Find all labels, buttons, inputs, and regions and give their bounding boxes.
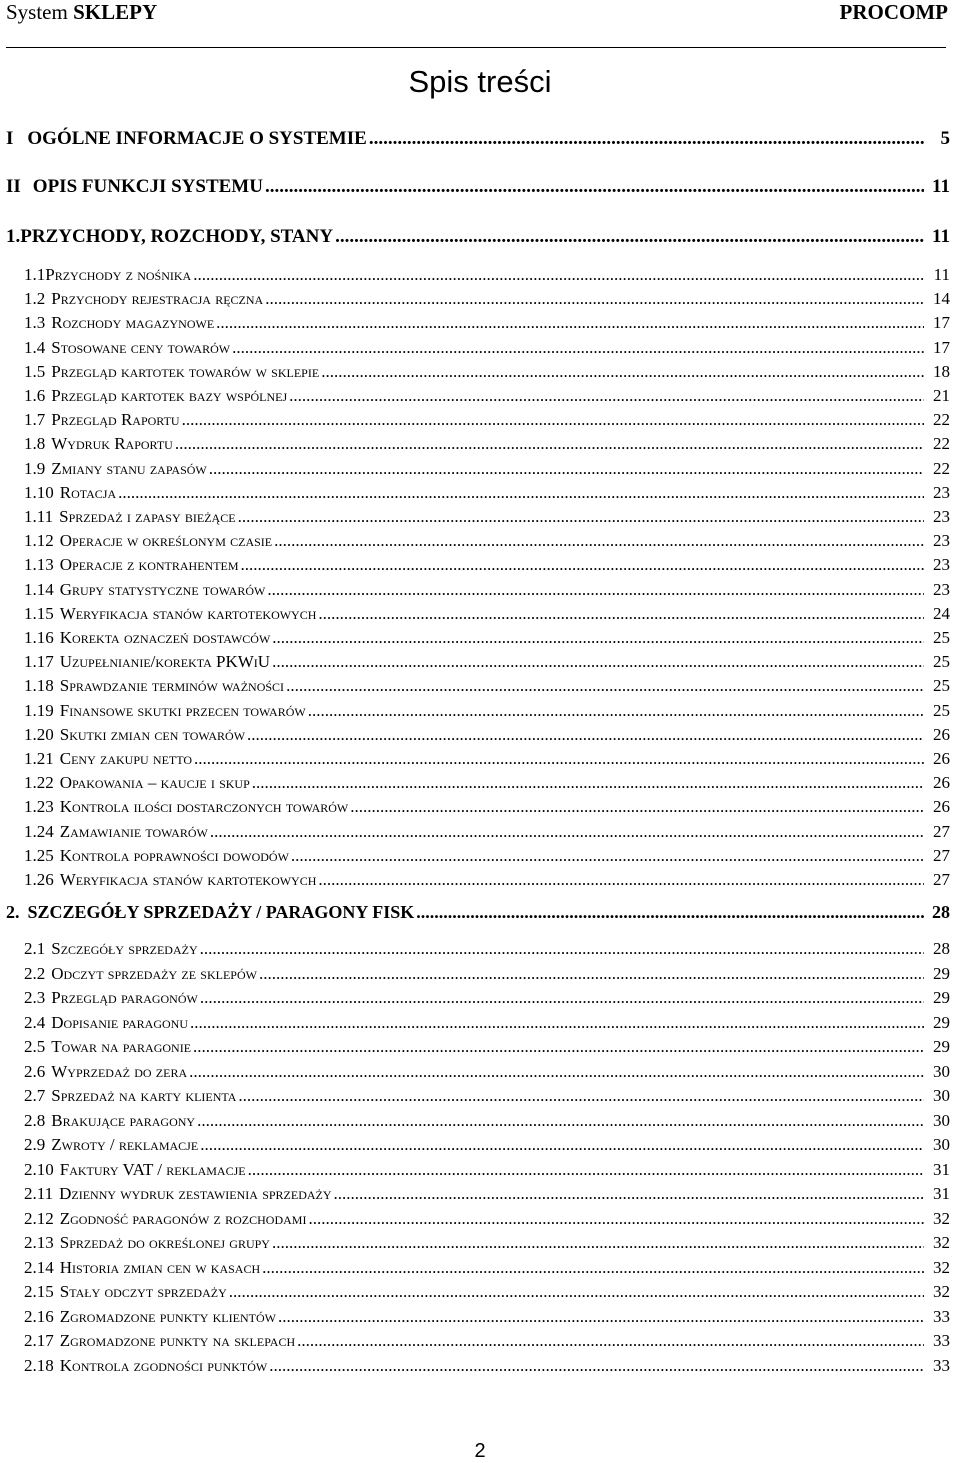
toc-entry-number: 2. [6,902,20,922]
toc-entry[interactable] [0,988,960,1010]
toc-entry-number: 2.3 [24,988,46,1007]
toc-entry[interactable] [0,1135,960,1157]
dot-leader [193,1037,924,1057]
toc-entry[interactable] [0,555,960,577]
toc-entry[interactable] [0,507,960,529]
toc-entry-label: Rotacja [59,482,117,502]
toc-entry-page: 29 [933,988,950,1007]
toc-entry[interactable] [0,1160,960,1182]
toc-entry[interactable] [0,483,960,505]
toc-entry-page: 23 [933,531,950,551]
dot-leader [259,964,924,984]
toc-entry[interactable] [0,725,960,747]
toc-entry-number: 2.4 [24,1012,46,1032]
toc-entry[interactable] [0,939,960,961]
toc-entry-page: 11 [932,176,950,197]
dot-leader [272,652,924,672]
toc-entry-page: 30 [933,1110,950,1130]
toc-entry-page: 17 [933,313,950,333]
toc-entry-page: 22 [933,434,950,454]
toc-entry-number: 2.17 [24,1331,54,1350]
toc-entry-number: 1.4 [24,337,46,357]
dot-leader [262,1258,924,1278]
toc-entry-number: 1.19 [24,700,54,720]
toc-entry-number: 1.15 [24,603,54,623]
toc-entry-label: Rozchody magazynowe [51,313,215,333]
toc-entry-page: 26 [933,749,950,768]
toc-entry-page: 23 [933,482,950,502]
toc-entry-label: Zamawianie towarów [59,821,208,841]
toc-entry-label: Operacje z kontrahentem [59,555,239,575]
toc-entry-number: 1.10 [24,482,54,502]
toc-entry-number: 2.8 [24,1110,46,1130]
toc-entry-label: Przegląd Raportu [51,410,180,430]
toc-entry-number: 1.1 [24,265,46,284]
toc-entry-label: Historia zmian cen w kasach [59,1257,261,1277]
toc-entry-page: 33 [933,1355,950,1375]
toc-entry-number: 1.20 [24,724,54,744]
dot-leader [416,902,924,923]
toc-entry-page: 25 [933,652,950,672]
toc-entry-number: 2.9 [24,1135,46,1154]
toc-entry-number: 1.3 [24,313,46,333]
toc-entry-label: Kontrola zgodności punktów [59,1355,268,1375]
toc-entry-number: 2.18 [24,1355,54,1375]
toc-entry-page: 32 [933,1282,950,1301]
toc-entry-page: 23 [933,507,950,526]
toc-entry[interactable] [0,1307,960,1329]
toc-entry[interactable] [0,1184,960,1206]
dot-leader [265,289,924,309]
toc-entry-page: 27 [933,845,950,865]
toc-entry-page: 26 [933,797,950,817]
toc-entry[interactable] [0,1258,960,1280]
toc-entry-page: 14 [933,289,950,309]
toc-entry[interactable] [0,434,960,456]
toc-entry[interactable] [0,1356,960,1378]
dot-leader [232,338,924,358]
toc-entry[interactable] [0,338,960,360]
dot-leader [334,1184,924,1204]
toc-entry-label: Przegląd paragonów [51,988,198,1007]
dot-leader [200,1135,924,1155]
toc-entry-label: Odczyt sprzedaży ze sklepów [51,963,257,983]
toc-entry-number: 1.24 [24,821,54,841]
toc-entry-number: 1.25 [24,845,54,865]
toc-entry-number: 2.1 [24,939,46,958]
toc-entry[interactable] [0,176,960,198]
toc-entry-number: 1.22 [24,773,54,793]
toc-entry-label: Zgromadzone punkty klientów [59,1306,276,1326]
dot-leader [318,604,924,624]
toc-entry-page: 32 [933,1208,950,1228]
toc-entry-label: Uzupełnianie/korekta PKWiU [59,652,271,672]
toc-entry-number: 1.16 [24,628,54,647]
toc-entry-page: 32 [933,1257,950,1277]
toc-entry-page: 29 [933,963,950,983]
dot-leader [369,128,924,150]
toc-entry[interactable] [0,749,960,771]
dot-leader [247,725,924,745]
toc-entry-page: 31 [933,1184,950,1203]
toc-entry-label: Stosowane ceny towarów [51,337,231,357]
dot-leader [272,628,924,648]
header-divider [6,47,946,48]
toc-entry[interactable] [0,289,960,311]
toc-entry-number: 2.12 [24,1208,54,1228]
dot-leader [265,176,924,198]
toc-entry-label: OPIS FUNKCJI SYSTEMU [32,176,263,197]
toc-entry-page: 29 [933,1037,950,1056]
toc-entry-label: Zmiany stanu zapasów [51,458,207,478]
toc-entry-number: 2.14 [24,1257,54,1277]
toc-entry-label: Weryfikacja stanów kartotekowych [59,603,317,623]
dot-leader [252,773,924,793]
dot-leader [269,1356,924,1376]
toc-entry[interactable] [0,459,960,481]
toc-entry-label: Weryfikacja stanów kartotekowych [59,870,317,889]
toc-entry[interactable] [0,797,960,819]
toc-entry-page: 25 [933,676,950,696]
dot-leader [350,797,924,817]
toc-entry-number: 2.6 [24,1061,46,1081]
header-product-name: SKLEPY [73,0,158,24]
toc-entry-label: Sprzedaż do określonej grupy [59,1233,270,1252]
dot-leader [216,313,924,333]
dot-leader [308,1209,924,1229]
toc-entry-number: 2.11 [24,1184,54,1203]
dot-leader [238,1086,924,1106]
toc-entry-page: 25 [933,628,950,647]
toc-entry-number: 1.17 [24,652,54,672]
toc-entry[interactable] [0,628,960,650]
toc-entry-label: Brakujące paragony [51,1110,196,1130]
toc-entry[interactable] [0,964,960,986]
toc-entry-label: Zgromadzone punkty na sklepach [59,1331,296,1350]
toc-entry-page: 18 [933,361,950,381]
dot-leader [289,386,924,406]
toc-entry-page: 28 [932,902,950,922]
dot-leader [175,434,924,454]
toc-entry[interactable] [0,1111,960,1133]
toc-entry-number: 1.2 [24,289,46,309]
dot-leader [286,676,924,696]
toc-entry[interactable] [0,1233,960,1255]
toc-entry-page: 11 [933,265,950,284]
toc-entry-page: 21 [933,386,950,405]
toc-entry-label: Opakowania – kaucje i skup [59,773,250,793]
toc-entry[interactable] [0,265,960,287]
toc-entry-number: 1.23 [24,797,54,817]
toc-entry-page: 23 [933,555,950,575]
toc-entry-label: Dzienny wydruk zestawienia sprzedaży [59,1184,332,1203]
toc-entry-label: OGÓLNE INFORMACJE O SYSTEMIE [27,128,367,149]
toc-entry[interactable] [0,362,960,384]
toc-entry-label: Zwroty / reklamacje [51,1135,199,1154]
toc-entry-label: Zgodność paragonów z rozchodami [59,1208,307,1228]
toc-entry[interactable] [0,1331,960,1353]
toc-entry-label: Korekta oznaczeń dostawców [59,628,271,647]
toc-entry-label: Grupy statystyczne towarów [59,579,266,599]
toc-entry-page: 30 [933,1061,950,1081]
dot-leader [297,1331,924,1351]
toc-entry-page: 24 [933,603,950,623]
toc-entry-page: 26 [933,724,950,744]
toc-entry-number: 1.12 [24,531,54,551]
page-title: Spis treści [408,64,552,99]
toc-entry[interactable] [0,1282,960,1304]
toc-entry-label: Operacje w określonym czasie [59,531,273,551]
toc-entry-label: Dopisanie paragonu [51,1012,189,1032]
toc-entry[interactable] [0,226,960,248]
toc-entry-label: Sprawdzanie terminów ważności [59,676,285,696]
toc-entry-number: 1.7 [24,410,46,430]
toc-entry-number: 1.14 [24,579,54,599]
toc-entry-page: 27 [933,870,950,889]
toc-entry-page: 17 [933,337,950,357]
dot-leader [182,410,924,430]
dot-leader [278,1307,924,1327]
header-left [6,0,157,25]
toc-entry[interactable] [0,604,960,626]
toc-entry-label: Szczegóły sprzedaży [51,939,198,958]
toc-entry-page: 26 [933,773,950,793]
toc-entry-label: Przegląd kartotek towarów w sklepie [51,361,320,381]
toc-entry-number: 1. [6,226,21,247]
toc-entry[interactable] [0,410,960,432]
header-system-label: System [6,0,68,24]
dot-leader [238,507,924,527]
toc-entry-label: Sprzedaż i zapasy bieżące [59,507,236,526]
dot-leader [274,531,924,551]
toc-entry-number: 2.10 [24,1159,54,1179]
toc-entry-number: 1.13 [24,555,54,575]
dot-leader [209,459,924,479]
toc-entry-label: Skutki zmian cen towarów [59,724,246,744]
dot-leader [272,1233,924,1253]
toc-entry-label: Przegląd kartotek bazy wspólnej [51,386,288,405]
toc-entry[interactable] [0,822,960,844]
toc-entry-label: Stały odczyt sprzedaży [59,1282,227,1301]
toc-entry-label: Przychody rejestracja ręczna [51,289,264,309]
dot-leader [118,483,924,503]
toc-entry[interactable] [0,870,960,892]
toc-entry[interactable] [0,902,960,924]
dot-leader [200,939,924,959]
dot-leader [197,1111,924,1131]
toc-entry[interactable] [0,1062,960,1084]
toc-entry-number: 2.7 [24,1086,46,1105]
toc-entry[interactable] [0,313,960,335]
page-number: 2 [474,1440,486,1462]
toc-entry[interactable] [0,580,960,602]
dot-leader [241,555,924,575]
toc-entry-label: Faktury VAT / reklamacje [59,1159,246,1179]
dot-leader [291,846,924,866]
toc-entry-label: Kontrola ilości dostarczonych towarów [59,797,349,817]
dot-leader [193,265,924,285]
toc-entry-page: 25 [933,700,950,720]
toc-entry-label: Towar na paragonie [51,1037,192,1056]
toc-entry[interactable] [0,846,960,868]
toc-entry-number: I [6,128,14,149]
toc-entry-number: 2.15 [24,1282,54,1301]
dot-leader [200,988,924,1008]
toc-entry-page: 11 [932,226,950,247]
toc-entry-number: 1.8 [24,434,46,454]
toc-entry[interactable] [0,128,960,150]
dot-leader [190,1013,924,1033]
toc-entry-number: II [6,176,21,197]
toc-entry-number: 1.11 [24,507,54,526]
toc-entry-number: 1.21 [24,749,54,768]
dot-leader [229,1282,924,1302]
toc-entry-label: Przychody z nośnika [45,265,192,284]
toc-entry[interactable] [0,652,960,674]
toc-entry[interactable] [0,676,960,698]
toc-entry-page: 32 [933,1233,950,1252]
dot-leader [194,749,924,769]
toc-entry-page: 30 [933,1086,950,1105]
dot-leader [318,870,924,890]
toc-entry[interactable] [0,1209,960,1231]
toc-entry[interactable] [0,386,960,408]
toc-entry-label: Kontrola poprawności dowodów [59,845,289,865]
dot-leader [210,822,924,842]
toc-entry-page: 22 [933,410,950,430]
toc-entry-number: 2.16 [24,1306,54,1326]
toc-entry-number: 1.9 [24,458,46,478]
toc-entry-page: 33 [933,1331,950,1350]
toc-entry-page: 29 [933,1012,950,1032]
toc-entry[interactable] [0,531,960,553]
toc-entry-page: 27 [933,821,950,841]
toc-entry-label: PRZYCHODY, ROZCHODY, STANY [20,226,334,247]
toc-entry-page: 30 [933,1135,950,1154]
dot-leader [248,1160,924,1180]
toc-entry-page: 33 [933,1306,950,1326]
toc-entry[interactable] [0,701,960,723]
toc-entry-label: Wydruk Raportu [51,434,173,454]
dot-leader [267,580,924,600]
header-company-name: PROCOMP [839,0,948,24]
toc-entry[interactable] [0,773,960,795]
toc-entry-number: 1.5 [24,361,46,381]
toc-entry-label: Wyprzedaż do zera [51,1061,188,1081]
toc-entry-number: 1.26 [24,870,54,889]
toc-entry-number: 2.2 [24,963,46,983]
toc-entry[interactable] [0,1013,960,1035]
dot-leader [308,701,924,721]
toc-entry-number: 1.6 [24,386,46,405]
toc-entry-page: 31 [933,1159,950,1179]
dot-leader [321,362,924,382]
toc-entry-page: 22 [933,458,950,478]
toc-entry-label: Sprzedaż na karty klienta [51,1086,237,1105]
toc-entry-page: 23 [933,579,950,599]
toc-entry-label: Ceny zakupu netto [59,749,193,768]
dot-leader [335,226,924,248]
toc-entry-page: 28 [933,939,950,958]
toc-entry-number: 2.13 [24,1233,54,1252]
toc-entry-page: 5 [940,128,950,149]
dot-leader [189,1062,924,1082]
toc-entry[interactable] [0,1086,960,1108]
toc-entry-number: 2.5 [24,1037,46,1056]
toc-entry[interactable] [0,1037,960,1059]
toc-entry-label: SZCZEGÓŁY SPRZEDAŻY / PARAGONY FISK [27,902,415,922]
toc-entry-label: Finansowe skutki przecen towarów [59,700,306,720]
toc-entry-number: 1.18 [24,676,54,696]
